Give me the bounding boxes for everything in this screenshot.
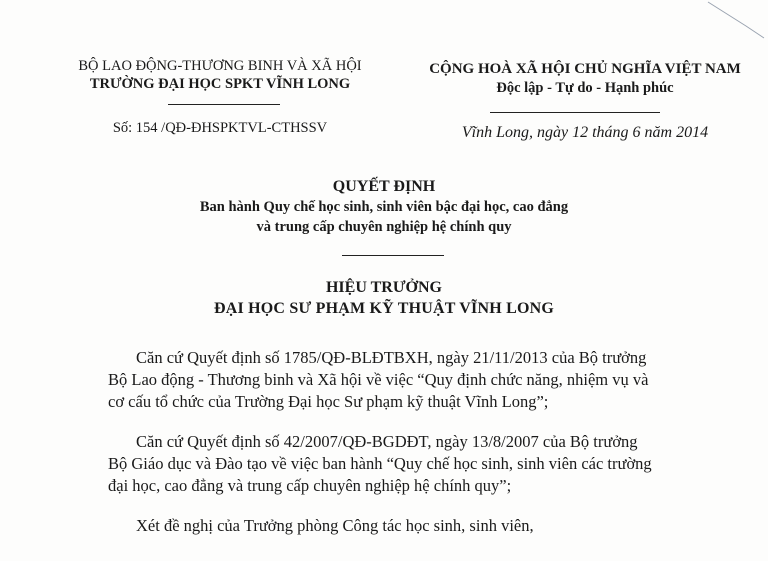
ministry-name: BỘ LAO ĐỘNG-THƯƠNG BINH VÀ XÃ HỘI <box>78 58 362 74</box>
paragraph-2-line-1: Căn cứ Quyết định số 42/2007/QĐ-BGDĐT, ngày 13/8/2007 của Bộ trưởng <box>136 432 638 451</box>
paragraph-1-line-1: Căn cứ Quyết định số 1785/QĐ-BLĐTBXH, ngày 21/11/2013 của Bộ trưởng <box>136 348 647 367</box>
paragraph-3-line-1: Xét đề nghị của Trưởng phòng Công tác học sinh, sinh viên, <box>136 516 534 535</box>
authority-title: HIỆU TRƯỞNG <box>325 279 442 296</box>
paragraph-2-line-3: đại học, cao đẳng và trung cấp chuyên nghiệp hệ chính quy”; <box>108 476 512 495</box>
document-number: Số: 154 /QĐ-ĐHSPKTVL-CTHSSV <box>112 120 328 136</box>
subject-line-2: và trung cấp chuyên nghiệp hệ chính quy <box>256 219 512 235</box>
national-title: CỘNG HOÀ XÃ HỘI CHỦ NGHĨA VIỆT NAM <box>429 61 741 77</box>
place-and-date: Vĩnh Long, ngày 12 tháng 6 năm 2014 <box>461 124 709 141</box>
paragraph-1-line-2: Bộ Lao động - Thương binh và Xã hội về việc “Quy định chức năng, nhiệm vụ và <box>108 370 649 389</box>
scan-artifact-mark <box>706 0 768 40</box>
divider-right <box>490 112 660 113</box>
paragraph-2-line-2: Bộ Giáo dục và Đào tạo về việc ban hành “Quy chế học sinh, sinh viên các trường <box>108 454 652 473</box>
document-type: QUYẾT ĐỊNH <box>332 178 436 195</box>
authority-institution: ĐẠI HỌC SƯ PHẠM KỸ THUẬT VĨNH LONG <box>213 300 555 317</box>
paragraph-1-line-3: cơ cấu tổ chức của Trường Đại học Sư phạm kỹ thuật Vĩnh Long”; <box>108 392 549 411</box>
national-motto: Độc lập - Tự do - Hạnh phúc <box>496 80 674 96</box>
subject-line-1: Ban hành Quy chế học sinh, sinh viên bậc đại học, cao đẳng <box>199 199 569 215</box>
school-name: TRƯỜNG ĐẠI HỌC SPKT VĨNH LONG <box>89 76 351 92</box>
divider-left <box>168 104 280 105</box>
divider-title <box>342 255 444 256</box>
